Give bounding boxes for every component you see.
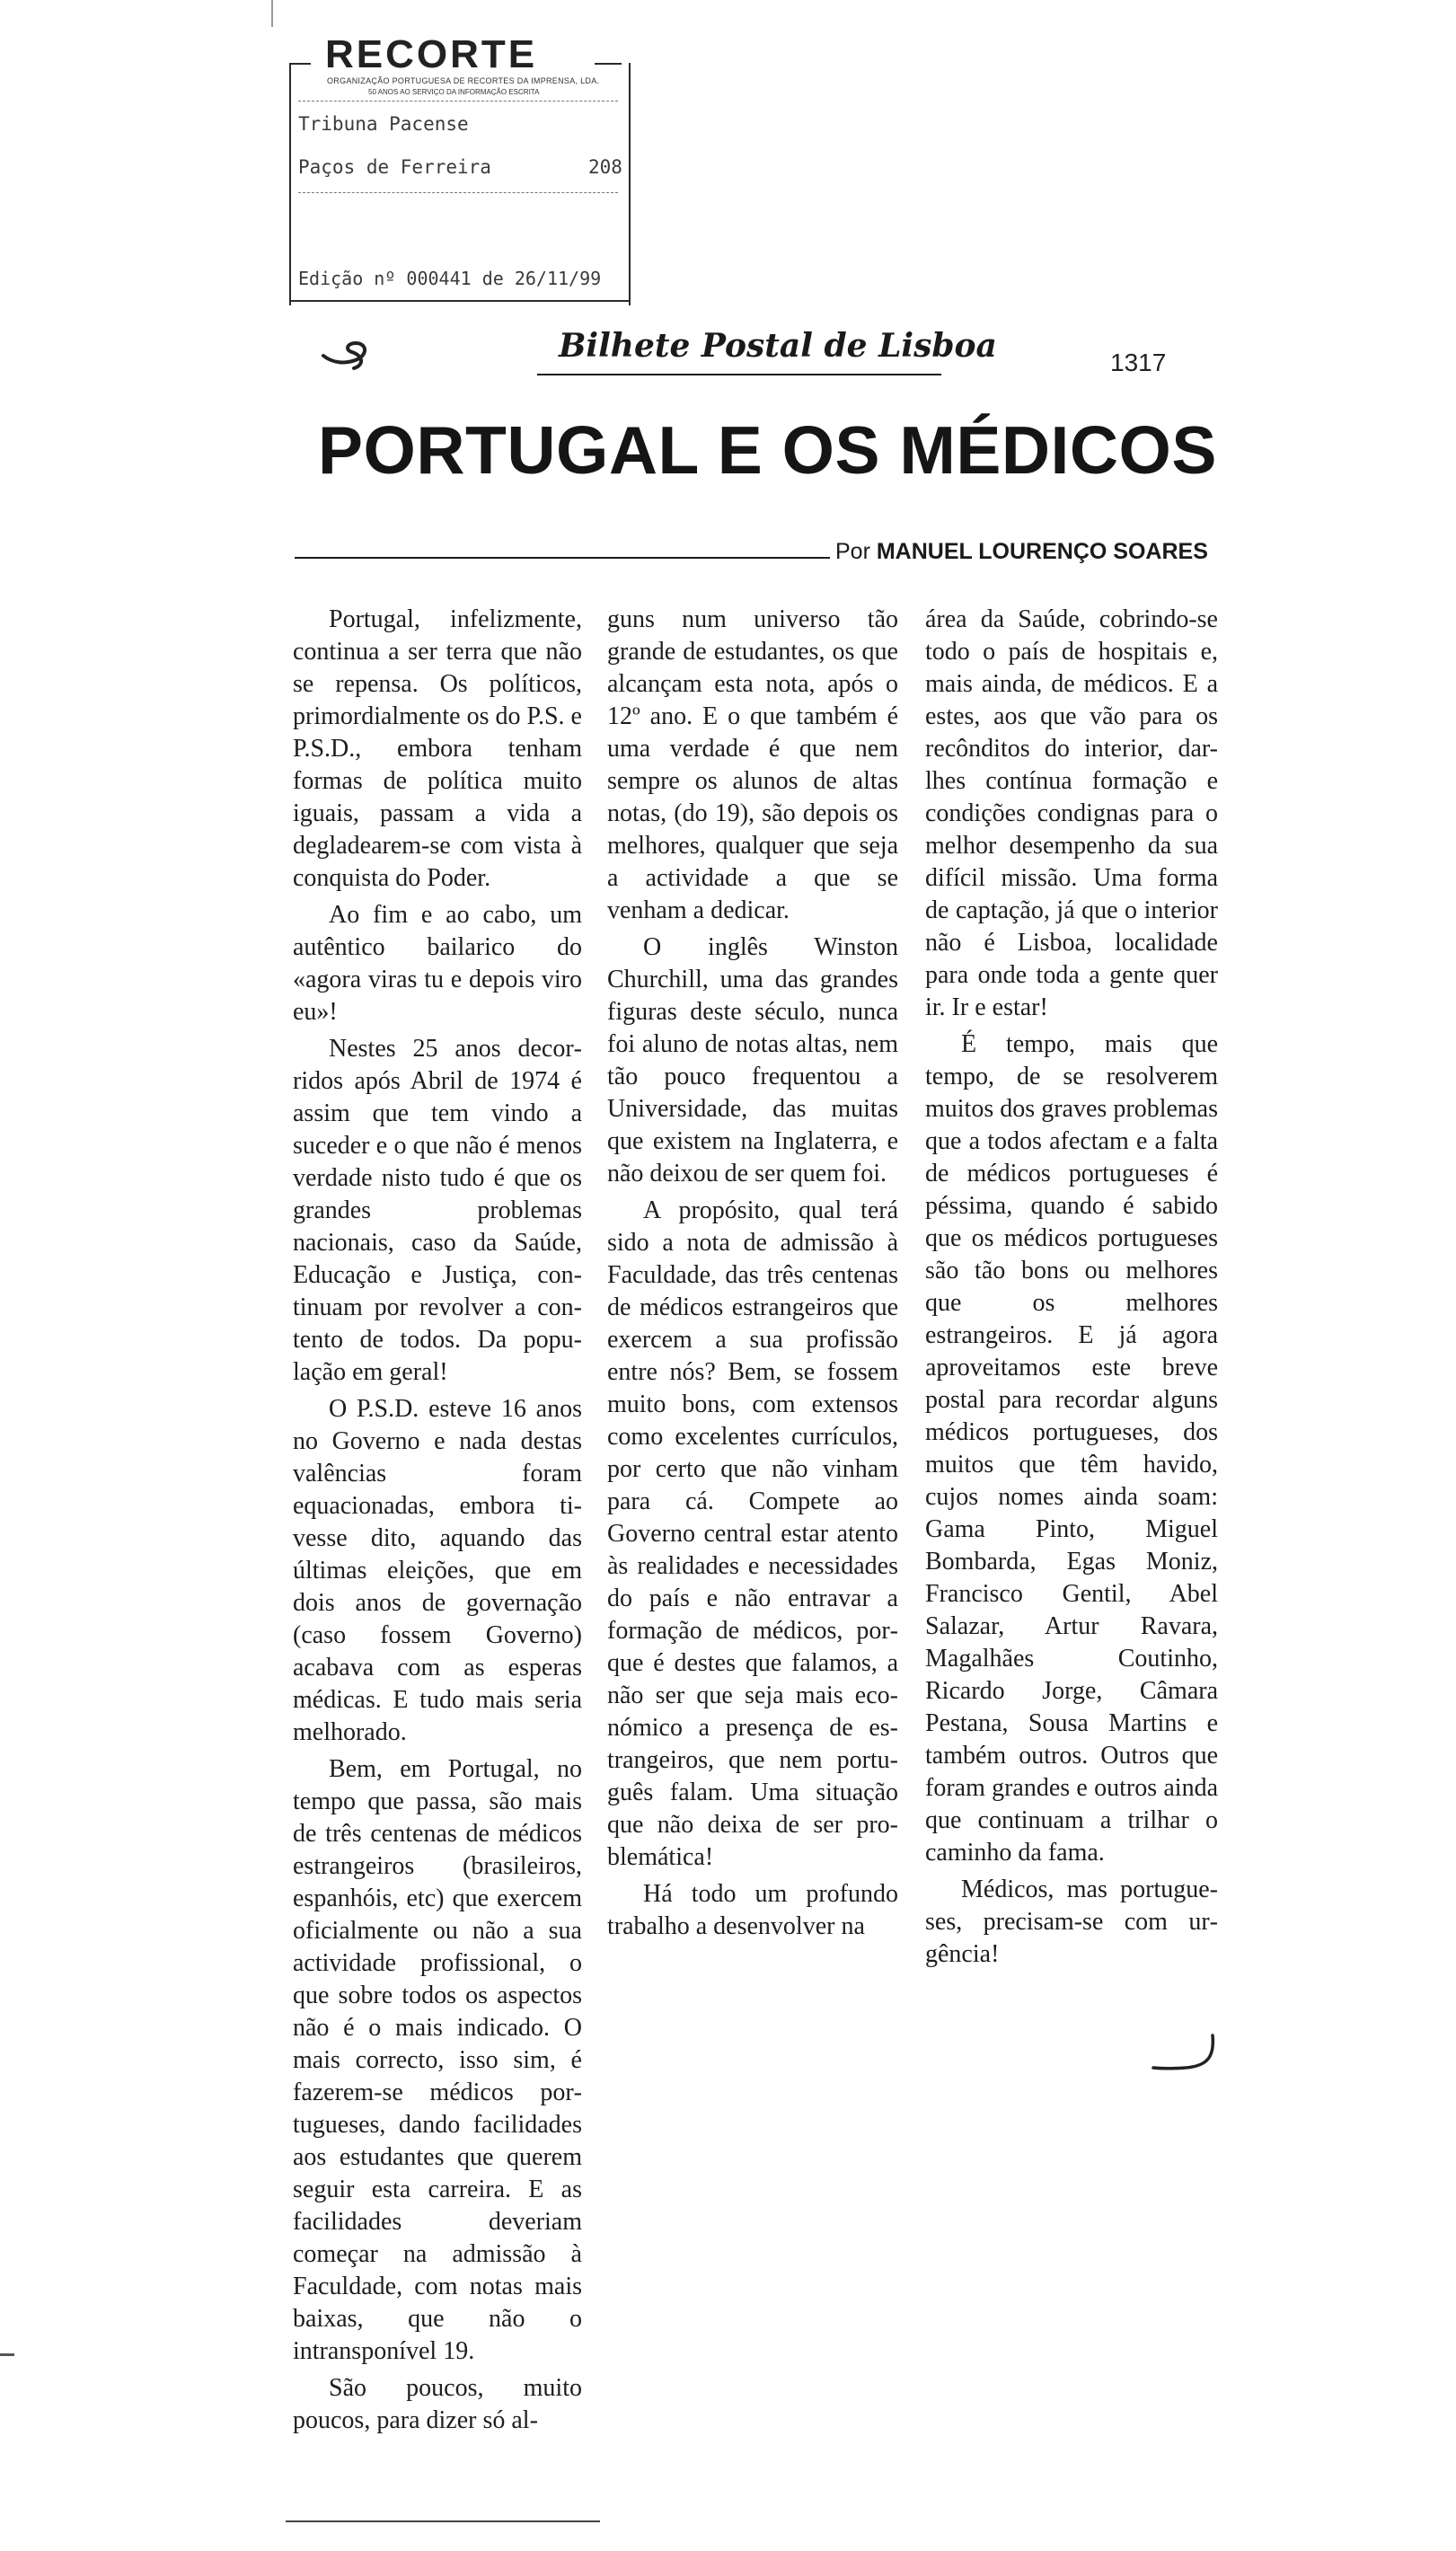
paragraph: A propósito, qual terá sido a nota de admissão à Faculdade, das três centenas de médicos estrangeiros que exercem a sua profissão entre nós? Bem, se fossem muito bons, com extensos como excelentes currículos, por certo que não vinham para cá. Compete ao Governo central estar atento às realidades e necessidades do país e não entravar a formação de médicos, porque é destes que falamos, a não ser que seja mais económico a presença de estrangeiros, que nem português falam. Uma situação que não deixa de ser problemática!: [607, 1196, 898, 1871]
stamp-organization: ORGANIZAÇÃO PORTUGUESA DE RECORTES DA IMPRENSA, LDA.: [327, 76, 600, 85]
paragraph: Há todo um profundo trabalho a desenvolver na: [607, 1880, 898, 1940]
stamp-place: Paços de Ferreira: [298, 156, 491, 178]
scan-artifact: [271, 0, 273, 27]
byline-rule: [295, 557, 830, 559]
paragraph: São poucos, muito poucos, para dizer só al-: [293, 2374, 582, 2434]
clipping-bottom-edge: [286, 2520, 600, 2522]
paragraph: É tempo, mais que tempo, de se resolverem muitos dos graves problemas que a todos afectam e a falta de médicos portugueses é péssima, quando é sabido que os médicos portugueses são tão bons ou melhores que os melhores estrangeiros. E já agora aproveitamos este breve postal para recordar alguns médicos portugueses, dos muitos que têm havido, cujos nomes ainda soam: Gama Pinto, Miguel Bombarda, Egas Moniz, Francisco Gentil, Abel Salazar, Artur Ravara, Magalhães Coutinho, Ricardo Jorge, Câmara Pestana, Sousa Martins e também outros. Outros que foram grandes e outros ainda que continuam a trilhar o caminho da fama.: [925, 1030, 1218, 1867]
section-title-rule: [537, 374, 941, 375]
stamp-divider: [298, 101, 618, 102]
author-name: MANUEL LOURENÇO SOARES: [876, 539, 1208, 564]
end-mark-icon: [1150, 2032, 1222, 2077]
stamp-frame: [595, 63, 622, 65]
section-title: Bilhete Postal de Lisboa: [559, 327, 997, 365]
stamp-divider: [298, 192, 618, 193]
stamp-frame: [289, 300, 631, 302]
stamp-frame: [629, 63, 631, 305]
article-column-1: [293, 604, 582, 2441]
stamp-edition: Edição nº 000441 de 26/11/99: [298, 268, 602, 289]
stamp-frame: [289, 63, 311, 65]
headline: PORTUGAL E OS MÉDICOS: [318, 412, 1217, 488]
clip-number: 1317: [1110, 349, 1167, 376]
paragraph: Bem, em Portugal, no tempo que passa, são mais de três centenas de médicos estrangeiros (brasileiros, espanhóis, etc) que exercem oficialmente ou não a sua actividade profissional, o que sobre todos os aspectos não é o mais indicado. O mais correcto, isso sim, é fazerem-se médicos portugueses, dando facilidades aos estudantes que querem seguir esta carreira. E as facilidades deveriam começar na admissão à Faculdade, com notas mais baixas, que não o intransponível 19.: [293, 1755, 582, 2365]
paragraph: Médicos, mas portugueses, precisam-se com urgência!: [925, 1876, 1218, 1968]
paragraph: O inglês Winston Churchill, uma das grandes figuras deste século, nunca foi aluno de notas altas, nem tão pouco frequentou a Universidade, das muitas que existem na Inglaterra, e não deixou de ser quem foi.: [607, 933, 898, 1187]
paragraph: guns num universo tão grande de estudantes, os que alcançam esta nota, após o 12º ano. E o que também é uma verdade é que nem sempre os alunos de altas notas, (do 19), são depois os melhores, qualquer que seja a actividade a que se venham a dedicar.: [607, 605, 898, 924]
article-column-2: [607, 604, 898, 1947]
scan-artifact: [0, 2353, 14, 2356]
byline: [835, 539, 1208, 565]
stamp-frame: [289, 63, 291, 305]
paragraph: O P.S.D. esteve 16 anos no Governo e nada destas valências foram equacionadas, embora tivesse dito, aquando das últimas eleições, que em dois anos de governação (caso fossem Governo) acabava com as esperas médicas. E tudo mais seria melhorado.: [293, 1395, 582, 1746]
stamp-publication: Tribuna Pacense: [298, 113, 469, 135]
paragraph: Nestes 25 anos decorridos após Abril de 1974 é assim que tem vindo a suceder e o que não é menos verdade nisto tudo é que os grandes problemas nacionais, caso da Saúde, Educação e Justiça, continuam por revolver a contento de todos. Da população em geral!: [293, 1035, 582, 1386]
paragraph: Portugal, infelizmente, continua a ser terra que não se repensa. Os políticos, primordialmente os do P.S. e P.S.D., embora tenham formas de política muito iguais, passam a vida a degladearem-se com vista à conquista do Poder.: [293, 605, 582, 892]
stamp-tagline: 50 ANOS AO SERVIÇO DA INFORMAÇÃO ESCRITA: [368, 88, 540, 96]
byline-prefix: Por: [835, 539, 870, 564]
paragraph: Ao fim e ao cabo, um autêntico bailarico do «agora viras tu e depois viro eu»!: [293, 901, 582, 1026]
stamp-page-code: 208: [588, 156, 622, 178]
stamp-logo: RECORTE: [325, 32, 538, 76]
hand-mark-icon: [318, 332, 381, 372]
article-column-3: [925, 604, 1218, 1975]
paragraph: área da Saúde, cobrindo-se todo o país de hospitais e, mais ainda, de médicos. E a estes, aos que vão para os recônditos do interior, dar-lhes contínua formação e condições condignas para o melhor desempenho da sua difícil missão. Uma forma de captação, já que o interior não é Lisboa, localidade para onde toda a gente quer ir. Ir e estar!: [925, 605, 1218, 1021]
